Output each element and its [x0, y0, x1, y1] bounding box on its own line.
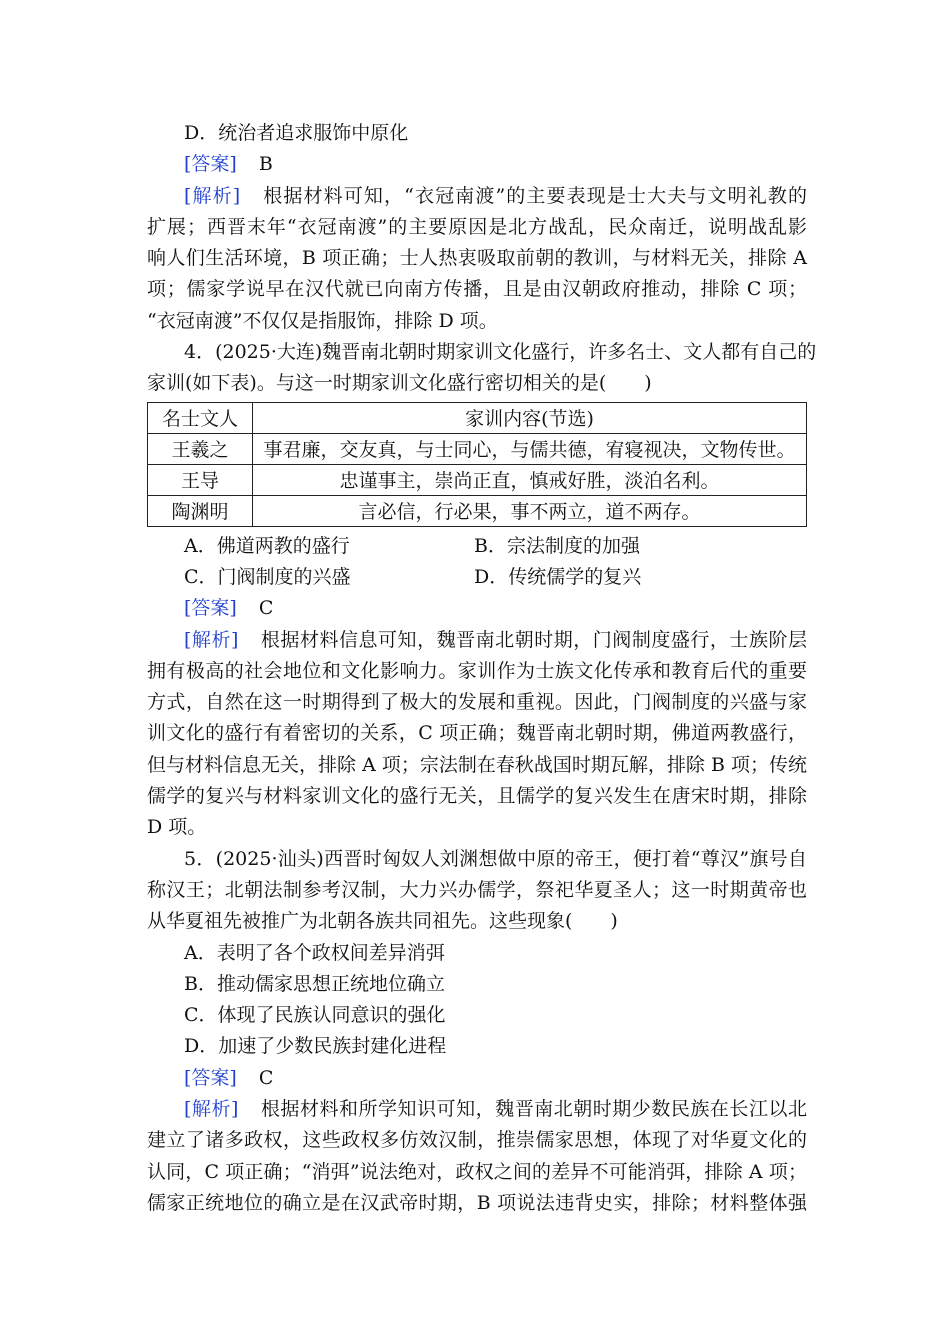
q5-stem-line: 称汉王；北朝法制参考汉制，大力兴办儒学，祭祀华夏圣人；这一时期黄帝也: [147, 878, 807, 901]
analysis-tag: [解析]: [184, 1098, 239, 1121]
analysis-tag: [解析]: [184, 184, 241, 207]
q3-analysis-line: “衣冠南渡”不仅仅是指服饰，排除 D 项。: [147, 309, 498, 332]
q5-stem-line: 5．(2025·汕头)西晋时匈奴人刘渊想做中原的帝王，便打着“尊汉”旗号自: [184, 847, 807, 870]
q3-analysis-line: 扩展；西晋末年“衣冠南渡”的主要原因是北方战乱，民众南迁，说明战乱影: [147, 215, 807, 238]
table-header: 名士文人: [148, 402, 253, 433]
answer-tag: [答案]: [184, 1066, 237, 1089]
table-cell: 事君廉，交友真，与士同心，与儒共德，宥寝视决，文物传世。: [253, 433, 807, 464]
q4-analysis-line: 方式，自然在这一时期得到了极大的发展和重视。因此，门阀制度的兴盛与家: [147, 691, 807, 714]
q5-analysis-line: 儒家正统地位的确立是在汉武帝时期，B 项说法违背史实，排除；材料整体强: [147, 1191, 807, 1214]
q5-answer: [147, 1063, 807, 1094]
analysis-tag: [解析]: [184, 628, 239, 651]
table-cell: 陶渊明: [148, 495, 253, 526]
family-instruction-table: [147, 402, 807, 527]
q4-option-c: C．门阀制度的兴盛: [184, 565, 351, 588]
table-cell: 忠谨事主，崇尚正直，慎戒好胜，淡泊名利。: [253, 464, 807, 495]
table-row: [148, 433, 807, 464]
q4-analysis-line: D 项。: [147, 816, 207, 839]
q5-option-d: D．加速了少数民族封建化进程: [184, 1035, 447, 1058]
table-cell: 王导: [148, 464, 253, 495]
answer-value: C: [258, 1066, 274, 1089]
q4-analysis-line: 但与材料信息无关，排除 A 项；宗法制在春秋战国时期瓦解，排除 B 项；传统: [147, 753, 807, 776]
table-row: [148, 495, 807, 526]
q5-analysis-line: [解析] 根据材料和所学知识可知，魏晋南北朝时期少数民族在长江以北: [184, 1098, 807, 1121]
q4-analysis-line: 训文化的盛行有着密切的关系，C 项正确；魏晋南北朝时期，佛道两教盛行，: [147, 722, 807, 745]
answer-value: C: [258, 597, 274, 620]
document-page: [147, 118, 817, 1219]
q5-option-c: C．体现了民族认同意识的强化: [184, 1004, 446, 1027]
q5-analysis-line: 建立了诸多政权，这些政权多仿效汉制，推崇儒家思想，体现了对华夏文化的: [147, 1129, 807, 1152]
table-row: [148, 464, 807, 495]
q4-analysis-line: 拥有极高的社会地位和文化影响力。家训作为士族文化传承和教育后代的重要: [147, 659, 807, 682]
q4-options-row: [147, 562, 807, 593]
q4-stem-line: 4．(2025·大连)魏晋南北朝时期家训文化盛行，许多名士、文人都有自己的: [184, 341, 817, 364]
table-header: 家训内容(节选): [253, 402, 807, 433]
table-header-row: [148, 402, 807, 433]
answer-tag: [答案]: [184, 597, 237, 620]
q3-analysis-line: 响人们生活环境，B 项正确；士人热衷吸取前朝的教训，与材料无关，排除 A: [147, 247, 807, 270]
q4-options-row: [147, 531, 807, 562]
q4-analysis-line: [解析] 根据材料信息可知，魏晋南北朝时期，门阀制度盛行，士族阶层: [184, 628, 807, 651]
q4-answer: [147, 593, 807, 624]
q5-option-a: A．表明了各个政权间差异消弭: [184, 941, 445, 964]
table-cell: 王羲之: [148, 433, 253, 464]
q4-option-a: A．佛道两教的盛行: [184, 534, 350, 557]
q5-analysis-line: 认同，C 项正确；“消弭”说法绝对，政权之间的差异不可能消弭，排除 A 项；: [147, 1160, 807, 1183]
answer-tag: [答案]: [184, 153, 237, 176]
q4-stem-line: 家训(如下表)。与这一时期家训文化盛行密切相关的是( ): [147, 372, 652, 395]
q4-option-d: D．传统儒学的复兴: [474, 565, 642, 588]
q5-stem-line: 从华夏祖先被推广为北朝各族共同祖先。这些现象( ): [147, 910, 618, 933]
q3-answer: [147, 149, 807, 180]
q4-analysis-line: 儒学的复兴与材料家训文化的盛行无关，且儒学的复兴发生在唐宋时期，排除: [147, 785, 807, 808]
q5-option-b: B．推动儒家思想正统地位确立: [184, 972, 445, 995]
q4-option-b: B．宗法制度的加强: [474, 534, 640, 557]
table-cell: 言必信，行必果，事不两立，道不两存。: [253, 495, 807, 526]
q3-analysis-line: [解析] 根据材料可知，“衣冠南渡”的主要表现是士大夫与文明礼教的: [184, 184, 807, 207]
q3-option-d: D．统治者追求服饰中原化: [184, 122, 409, 144]
answer-value: B: [258, 153, 273, 176]
q3-analysis-line: 项；儒家学说早在汉代就已向南方传播，且是由汉朝政府推动，排除 C 项；: [147, 278, 807, 301]
